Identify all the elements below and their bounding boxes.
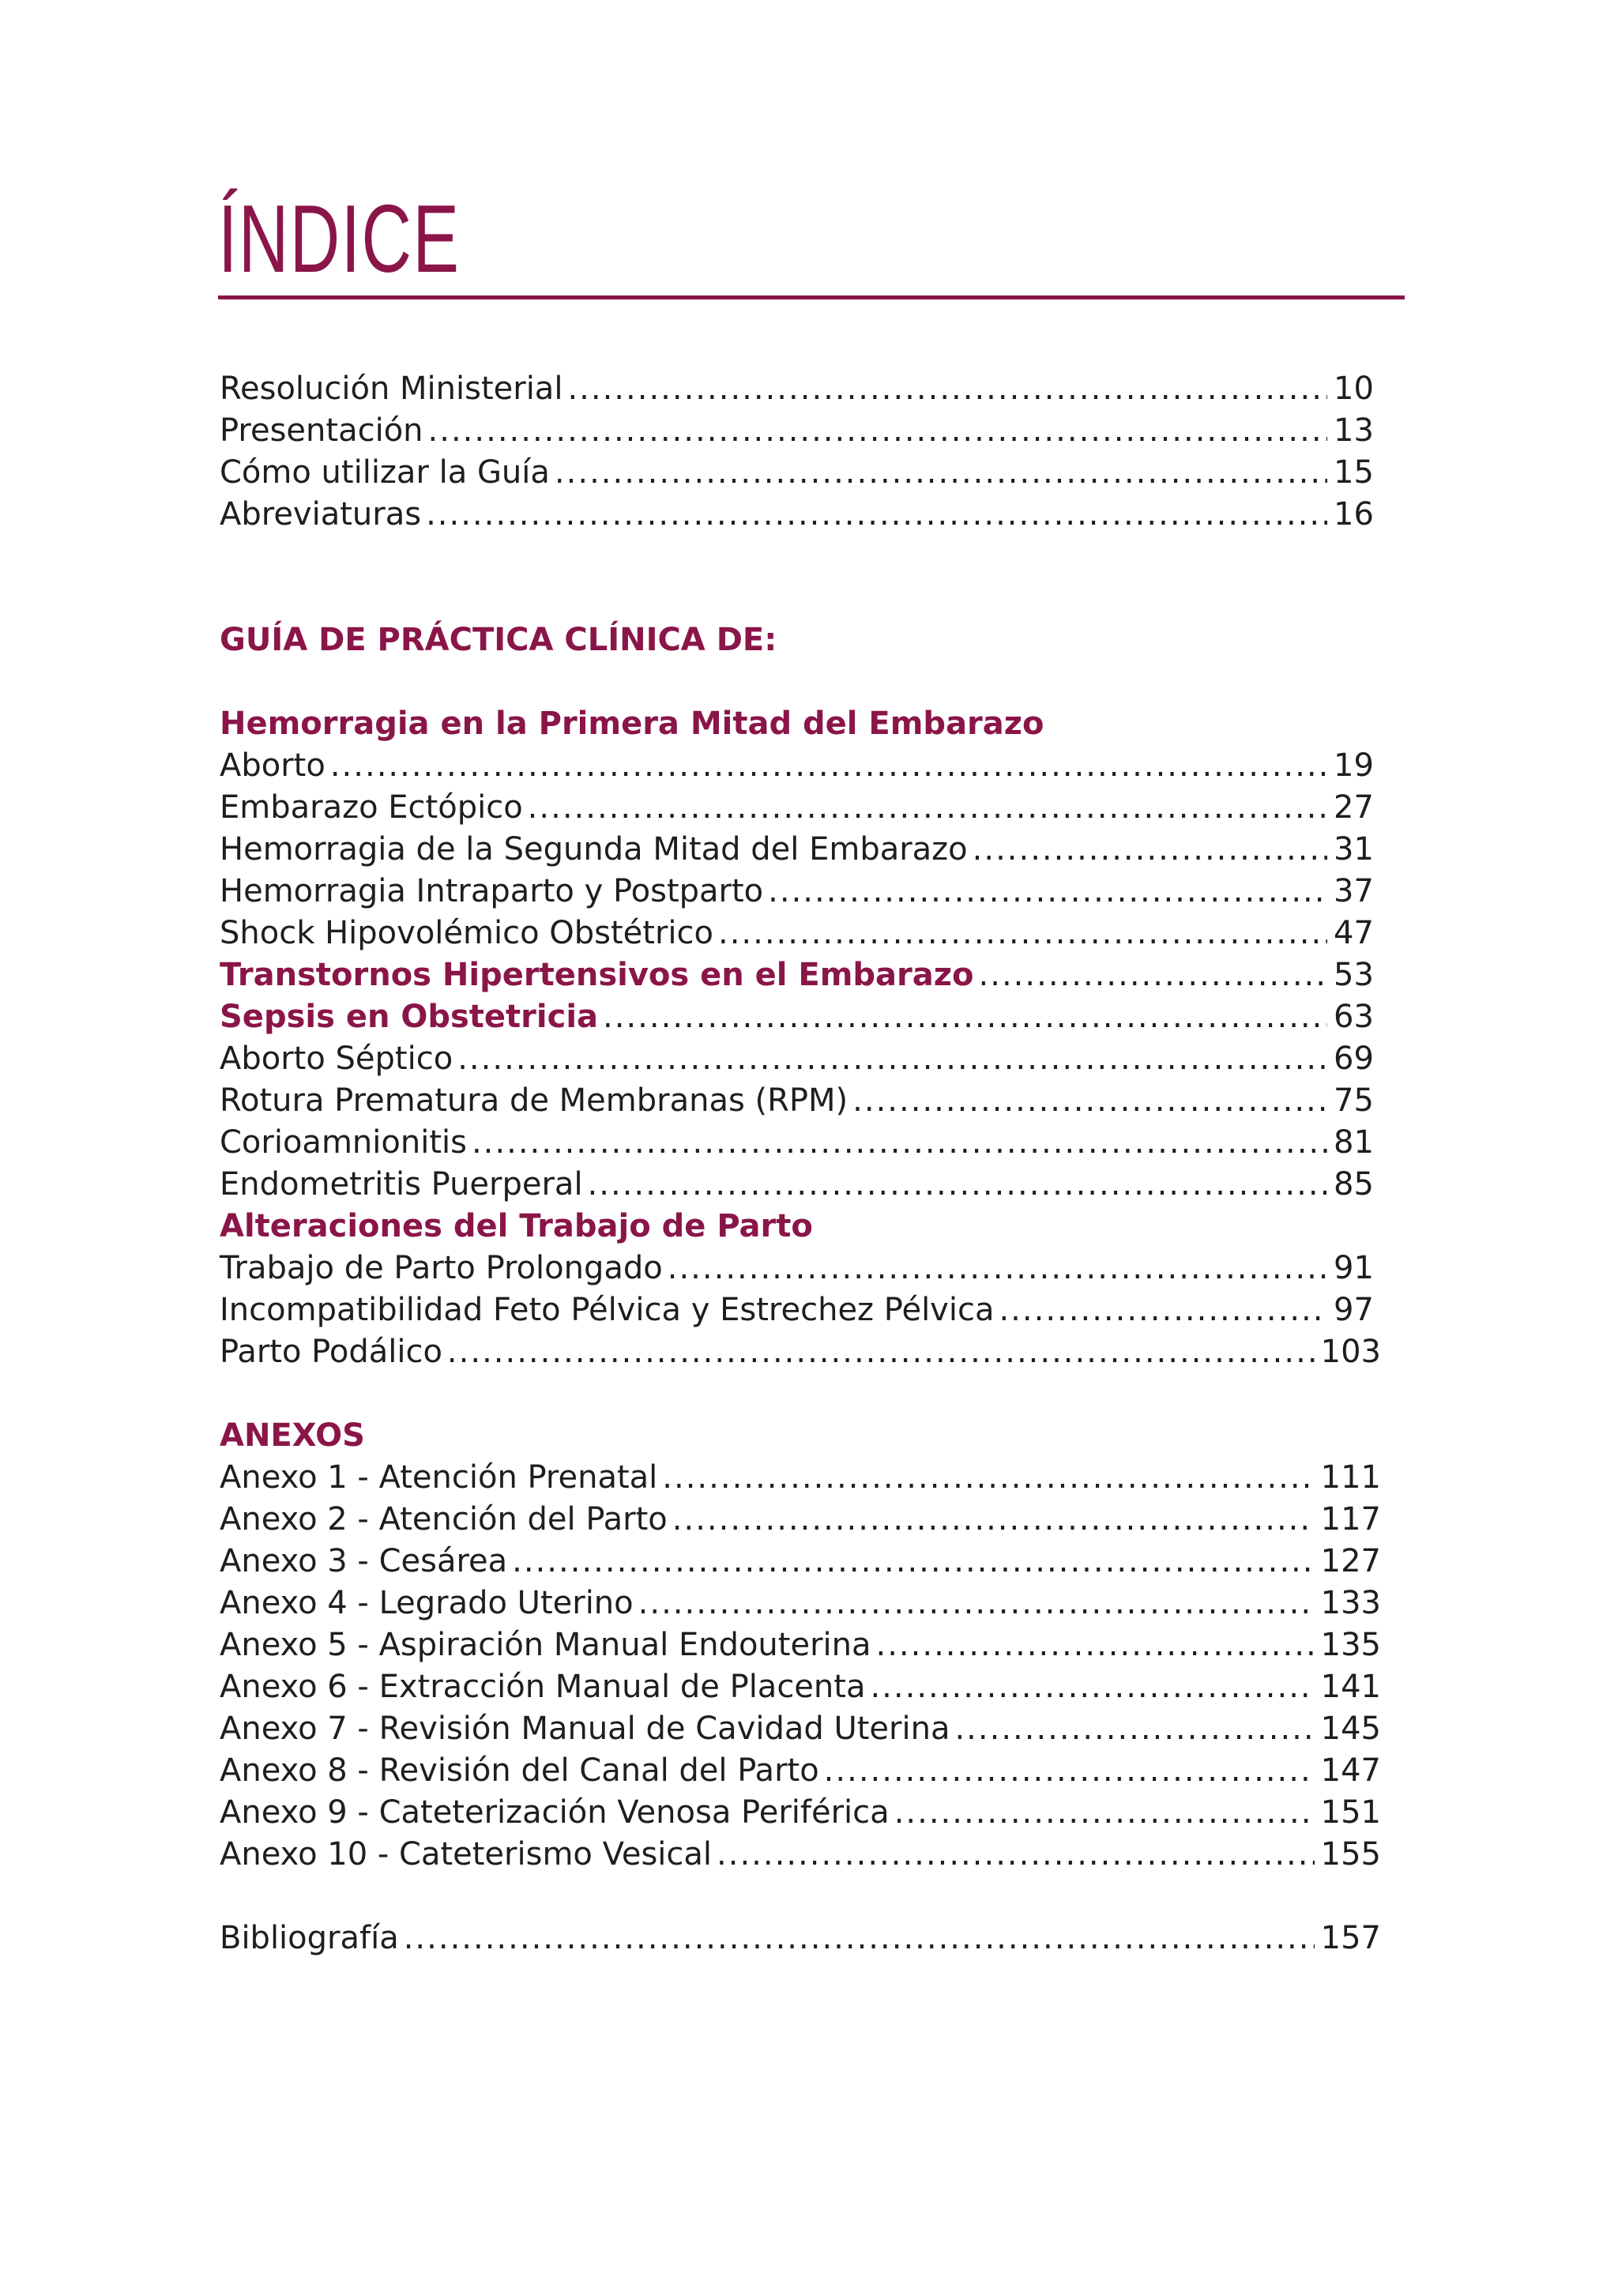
toc-entry-page: 13 [1334,412,1374,449]
toc-entry-page: 10 [1334,371,1374,407]
toc-entry-label: Anexo 1 - Atención Prenatal [220,1459,658,1496]
dot-leader [528,787,1327,829]
toc-entry-page: 151 [1320,1794,1381,1831]
spacer [220,661,1381,703]
toc-entry-page: 133 [1320,1585,1381,1621]
table-of-contents [220,368,1381,1959]
guide-heading: GUÍA DE PRÁCTICA CLÍNICA DE: [220,622,777,658]
dot-leader [824,1750,1315,1792]
toc-entry-label: Anexo 9 - Cateterización Venosa Periférica [220,1794,890,1831]
dot-leader [894,1792,1315,1834]
dot-leader [457,1038,1327,1080]
toc-entry-anexo-10[interactable] [220,1834,1381,1876]
toc-entry-page: 27 [1334,789,1374,826]
toc-entry-label: Anexo 6 - Extracción Manual de Placenta [220,1669,866,1705]
dot-leader [672,1499,1315,1541]
toc-entry-label: Transtornos Hipertensivos en el Embarazo [220,957,974,993]
toc-entry-page: 47 [1334,915,1374,951]
toc-entry-label: Incompatibilidad Feto Pélvica y Estrechez Pélvica [220,1292,995,1328]
toc-entry-page: 53 [1334,957,1374,993]
toc-entry-label: Hemorragia de la Segunda Mitad del Embarazo [220,831,968,868]
toc-entry-page: 103 [1320,1334,1381,1370]
toc-entry-label: Aborto Séptico [220,1041,453,1077]
dot-leader [979,954,1327,996]
dot-leader [870,1666,1314,1708]
toc-entry-anexo-3[interactable] [220,1541,1381,1583]
dot-leader [567,368,1327,410]
dot-leader [404,1918,1315,1959]
toc-entry-page: 31 [1334,831,1374,868]
spacer [220,1876,1381,1918]
toc-entry-page: 111 [1320,1459,1381,1496]
toc-entry-label: Bibliografía [220,1920,399,1956]
dot-leader [876,1624,1315,1666]
toc-entry-label: Trabajo de Parto Prolongado [220,1250,663,1286]
toc-entry-como-utilizar[interactable] [220,452,1381,494]
toc-entry-sepsis-obstetricia[interactable] [220,996,1381,1038]
toc-entry-incompatibilidad[interactable] [220,1289,1381,1331]
toc-entry-anexo-1[interactable] [220,1457,1381,1499]
toc-entry-page: 69 [1334,1041,1374,1077]
dot-leader [638,1583,1315,1624]
spacer [220,536,1381,619]
section-heading-hemorragia[interactable]: Hemorragia en la Primera Mitad del Embarazo [220,706,1044,742]
toc-entry-page: 16 [1334,496,1374,533]
dot-leader [512,1541,1315,1583]
toc-entry-page: 75 [1334,1082,1374,1119]
toc-entry-label: Corioamnionitis [220,1124,467,1161]
toc-entry-anexo-2[interactable] [220,1499,1381,1541]
toc-entry-label: Resolución Ministerial [220,371,563,407]
toc-entry-page: 15 [1334,454,1374,491]
dot-leader [718,913,1327,954]
toc-entry-anexo-5[interactable] [220,1624,1381,1666]
toc-entry-page: 117 [1320,1501,1381,1538]
dot-leader [717,1834,1315,1876]
dot-leader [426,494,1327,536]
toc-entry-page: 127 [1320,1543,1381,1579]
toc-entry-presentacion[interactable] [220,410,1381,452]
section-heading-alteraciones[interactable]: Alteraciones del Trabajo de Parto [220,1208,813,1244]
toc-entry-hemorragia-segunda-mitad[interactable] [220,829,1381,871]
dot-leader [472,1122,1327,1164]
toc-entry-page: 147 [1320,1752,1381,1789]
toc-entry-label: Aborto [220,747,325,784]
toc-entry-label: Anexo 5 - Aspiración Manual Endouterina [220,1627,871,1663]
toc-entry-label: Anexo 3 - Cesárea [220,1543,508,1579]
toc-entry-label: Presentación [220,412,423,449]
toc-entry-page: 97 [1334,1292,1374,1328]
dot-leader [973,829,1327,871]
toc-entry-page: 91 [1334,1250,1374,1286]
dot-leader [662,1457,1314,1499]
toc-entry-page: 37 [1334,873,1374,909]
dot-leader [588,1164,1327,1206]
toc-entry-anexo-6[interactable] [220,1666,1381,1708]
toc-entry-label: Anexo 4 - Legrado Uterino [220,1585,634,1621]
page-title: ÍNDICE [218,185,461,292]
dot-leader [852,1080,1327,1122]
toc-entry-page: 19 [1334,747,1374,784]
dot-leader [603,996,1327,1038]
toc-entry-label: Endometritis Puerperal [220,1166,583,1203]
toc-entry-anexo-9[interactable] [220,1792,1381,1834]
dot-leader [428,410,1327,452]
toc-entry-label: Sepsis en Obstetricia [220,999,599,1035]
title-divider [218,295,1405,299]
dot-leader [555,452,1327,494]
dot-leader [954,1708,1314,1750]
toc-entry-page: 157 [1320,1920,1381,1956]
toc-entry-page: 155 [1320,1836,1381,1873]
toc-entry-bibliografia[interactable] [220,1918,1381,1959]
toc-entry-label: Cómo utilizar la Guía [220,454,550,491]
dot-leader [768,871,1327,913]
toc-entry-label: Embarazo Ectópico [220,789,523,826]
dot-leader [447,1331,1315,1373]
toc-entry-transtornos-hipertensivos[interactable] [220,954,1381,996]
annex-heading: ANEXOS [220,1417,365,1454]
toc-entry-rotura-prematura[interactable] [220,1080,1381,1122]
toc-entry-label: Abreviaturas [220,496,422,533]
toc-entry-anexo-7[interactable] [220,1708,1381,1750]
dot-leader [330,745,1327,787]
toc-entry-label: Anexo 10 - Cateterismo Vesical [220,1836,713,1873]
toc-entry-aborto-septico[interactable] [220,1038,1381,1080]
toc-entry-page: 81 [1334,1124,1374,1161]
toc-entry-label: Anexo 7 - Revisión Manual de Cavidad Uterina [220,1711,950,1747]
toc-entry-page: 145 [1320,1711,1381,1747]
toc-entry-resolucion[interactable] [220,368,1381,410]
dot-leader [999,1289,1327,1331]
toc-entry-label: Parto Podálico [220,1334,442,1370]
toc-entry-page: 135 [1320,1627,1381,1663]
toc-entry-aborto[interactable] [220,745,1381,787]
toc-entry-corioamnionitis[interactable] [220,1122,1381,1164]
toc-entry-label: Shock Hipovolémico Obstétrico [220,915,713,951]
toc-entry-label: Anexo 2 - Atención del Parto [220,1501,668,1538]
toc-entry-label: Rotura Prematura de Membranas (RPM) [220,1082,849,1119]
toc-entry-page: 63 [1334,999,1374,1035]
toc-entry-anexo-4[interactable] [220,1583,1381,1624]
toc-entry-hemorragia-intraparto[interactable] [220,871,1381,913]
toc-entry-label: Anexo 8 - Revisión del Canal del Parto [220,1752,819,1789]
toc-entry-trabajo-parto-prolongado[interactable] [220,1248,1381,1289]
toc-entry-label: Hemorragia Intraparto y Postparto [220,873,764,909]
toc-entry-page: 85 [1334,1166,1374,1203]
spacer [220,1373,1381,1415]
toc-entry-shock-hipovolemico[interactable] [220,913,1381,954]
toc-entry-endometritis[interactable] [220,1164,1381,1206]
toc-entry-embarazo-ectopico[interactable] [220,787,1381,829]
toc-entry-abreviaturas[interactable] [220,494,1381,536]
toc-entry-page: 141 [1320,1669,1381,1705]
dot-leader [668,1248,1327,1289]
toc-entry-anexo-8[interactable] [220,1750,1381,1792]
toc-entry-parto-podalico[interactable] [220,1331,1381,1373]
